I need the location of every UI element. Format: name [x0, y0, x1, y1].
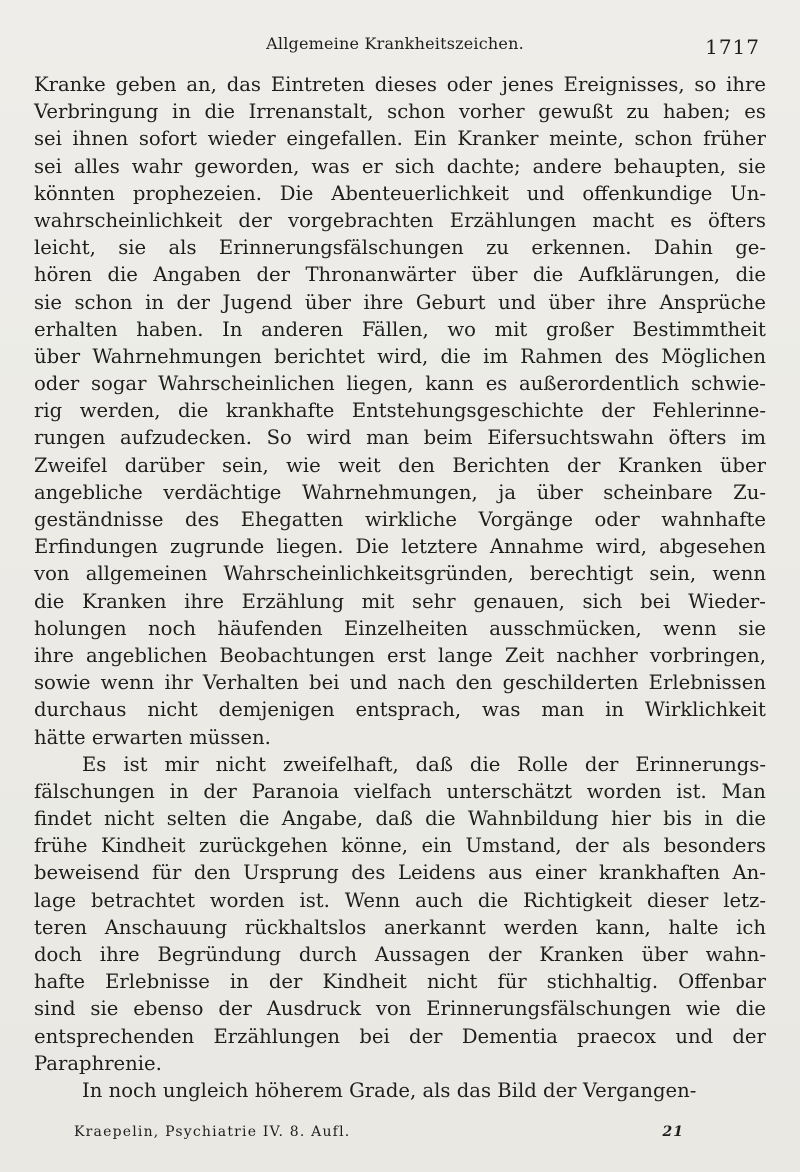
running-head-title: Allgemeine Krankheitszeichen.	[266, 34, 524, 53]
text-line: hören die Angaben der Thronanwärter über die Aufklärungen, die	[34, 263, 766, 287]
text-line: von allgemeinen Wahrscheinlichkeitsgründen, berechtigt sein, wenn	[34, 562, 766, 586]
text-line: lage betrachtet worden ist. Wenn auch die Richtigkeit dieser letz-	[34, 888, 766, 912]
text-line: sie schon in der Jugend über ihre Geburt und über ihre Ansprüche	[34, 290, 766, 314]
text-line: hätte erwarten müssen.	[34, 725, 271, 749]
text-line: beweisend für den Ursprung des Leidens aus einer krankhaften An-	[34, 861, 766, 885]
running-head	[0, 34, 800, 59]
text-line: erhalten haben. In anderen Fällen, wo mit großer Bestimmtheit	[34, 317, 766, 341]
text-line: Es ist mir nicht zweifelhaft, daß die Rolle der Erinnerungs-	[82, 752, 766, 776]
text-line: teren Anschauung rückhaltslos anerkannt werden kann, halte ich	[34, 915, 766, 939]
text-line: über Wahrnehmungen berichtet wird, die im Rahmen des Möglichen	[34, 344, 766, 368]
text-line: durchaus nicht demjenigen entsprach, was man in Wirklichkeit	[34, 698, 766, 722]
text-line: findet nicht selten die Angabe, daß die Wahnbildung hier bis in die	[34, 807, 766, 831]
text-line: geständnisse des Ehegatten wirkliche Vorgänge oder wahnhafte	[34, 508, 766, 531]
text-line: sei ihnen sofort wieder eingefallen. Ein Kranker meinte, schon früher	[34, 127, 766, 151]
text-line: könnten prophezeien. Die Abenteuerlichkeit und offenkundige Un-	[34, 181, 766, 205]
body-text	[34, 71, 766, 1104]
text-line: leicht, sie als Erinnerungsfälschungen zu erkennen. Dahin ge-	[34, 236, 766, 260]
text-line: hafte Erlebnisse in der Kindheit nicht für stichhaltig. Offenbar	[34, 970, 766, 994]
text-line: wahrscheinlichkeit der vorgebrachten Erzählungen macht es öfters	[34, 208, 766, 232]
text-line: rig werden, die krankhafte Entstehungsgeschichte der Fehlerinne-	[34, 399, 766, 423]
sheet-signature: 21	[662, 1124, 684, 1140]
text-line: Verbringung in die Irrenanstalt, schon vorher gewußt zu haben; es	[34, 100, 766, 124]
text-line: holungen noch häufenden Einzelheiten ausschmücken, wenn sie	[34, 616, 766, 640]
text-line: Paraphrenie.	[34, 1051, 162, 1075]
footer-citation: Kraepelin, Psychiatrie IV. 8. Aufl.	[74, 1124, 351, 1140]
text-line: fälschungen in der Paranoia vielfach unterschätzt worden ist. Man	[34, 779, 766, 803]
text-line: rungen aufzudecken. So wird man beim Eifersuchtswahn öfters im	[34, 426, 766, 450]
text-line: frühe Kindheit zurückgehen könne, ein Umstand, der als besonders	[34, 834, 766, 858]
text-line: In noch ungleich höherem Grade, als das Bild der Vergangen-	[82, 1078, 697, 1102]
text-line: doch ihre Begründung durch Aussagen der Kranken über wahn-	[34, 943, 766, 966]
text-line: sei alles wahr geworden, was er sich dachte; andere behaupten, sie	[34, 154, 766, 178]
text-line: Zweifel darüber sein, wie weit den Berichten der Kranken über	[34, 453, 766, 477]
text-line: sowie wenn ihr Verhalten bei und nach den geschilderten Erlebnissen	[34, 671, 766, 695]
text-line: Kranke geben an, das Eintreten dieses oder jenes Ereignisses, so ihre	[34, 73, 766, 96]
text-line: ihre angeblichen Beobachtungen erst lange Zeit nachher vorbringen,	[34, 643, 766, 667]
text-line: angebliche verdächtige Wahrnehmungen, ja über scheinbare Zu-	[34, 480, 766, 504]
text-line: sind sie ebenso der Ausdruck von Erinnerungsfälschungen wie die	[34, 997, 766, 1021]
text-line: die Kranken ihre Erzählung mit sehr genauen, sich bei Wieder-	[34, 589, 766, 613]
text-line: Erfindungen zugrunde liegen. Die letztere Annahme wird, abgesehen	[34, 535, 766, 559]
page-footer	[74, 1124, 684, 1144]
text-line: oder sogar Wahrscheinlichen liegen, kann es außerordentlich schwie-	[34, 372, 766, 396]
text-line: entsprechenden Erzählungen bei der Dementia praecox und der	[34, 1024, 766, 1048]
page-number: 1717	[705, 35, 760, 59]
